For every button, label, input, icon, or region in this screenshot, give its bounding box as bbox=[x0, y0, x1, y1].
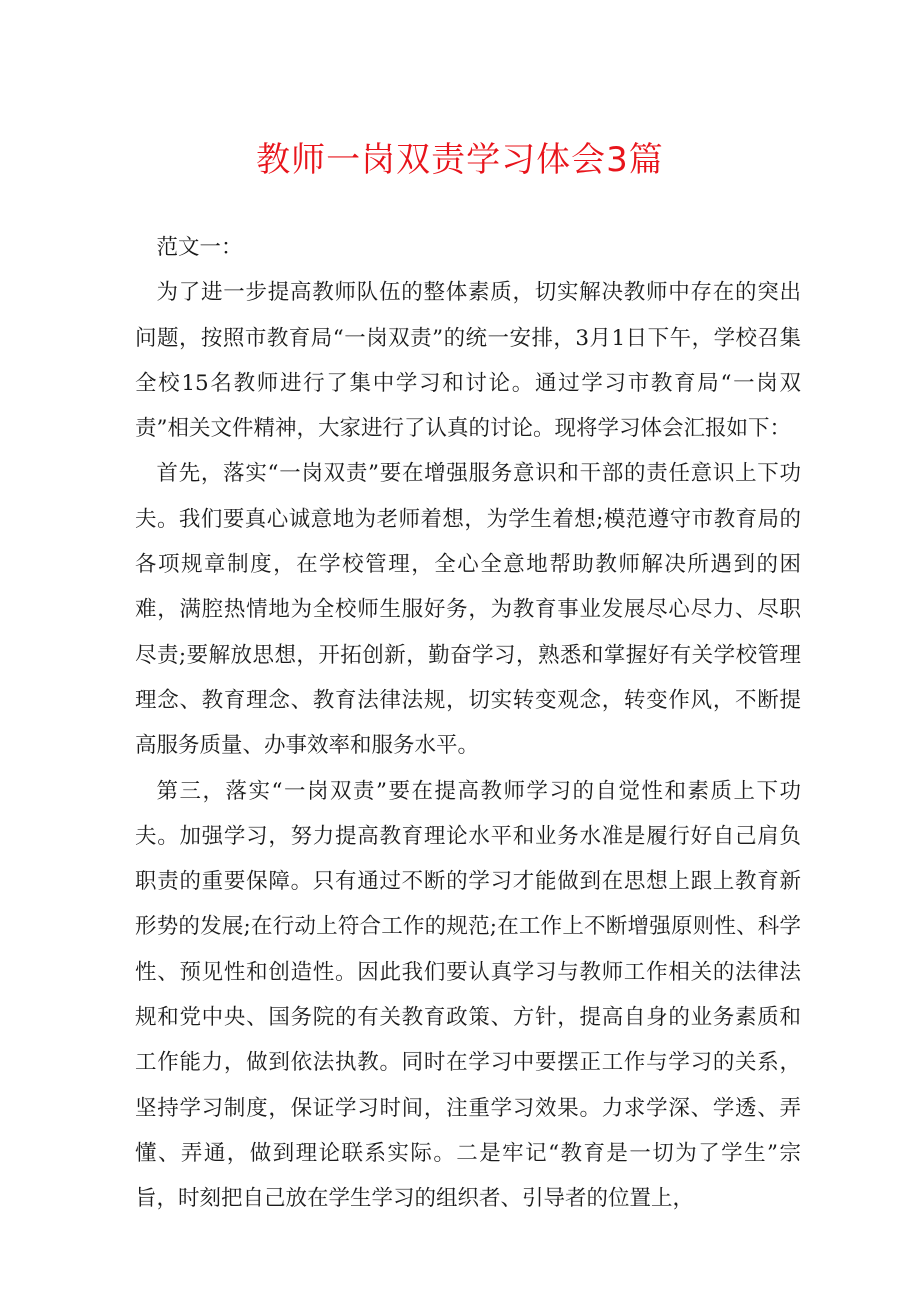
paragraph-introduction: 为了进一步提高教师队伍的整体素质，切实解决教师中存在的突出问题，按照市教育局“一岗双责”的统一安排，3月1日下午，学校召集全校15名教师进行了集中学习和讨论。通过学习市教育局“一岗双责”相关文件精神，大家进行了认真的讨论。现将学习体会汇报如下： bbox=[135, 280, 801, 442]
document-body bbox=[135, 225, 801, 1222]
paragraph-sample-heading: 范文一： bbox=[156, 235, 243, 260]
document-title: 教师一岗双责学习体会3篇 bbox=[256, 140, 664, 180]
paragraph-third-point: 第三，落实“一岗双责”要在提高教师学习的自觉性和素质上下功夫。加强学习，努力提高教育理论水平和业务水准是履行好自己肩负职责的重要保障。只有通过不断的学习才能做到在思想上跟上教育新形势的发展;在行动上符合工作的规范;在工作上不断增强原则性、科学性、预见性和创造性。因此我们要认真学习与教师工作相关的法律法规和党中央、国务院的有关教育政策、方针，提高自身的业务素质和工作能力，做到依法执教。同时在学习中要摆正工作与学习的关系，坚持学习制度，保证学习时间，注重学习效果。力求学深、学透、弄懂、弄通，做到理论联系实际。二是牢记“教育是一切为了学生”宗旨，时刻把自己放在学生学习的组织者、引导者的位置上， bbox=[135, 778, 801, 1212]
paragraph-first-point: 首先，落实“一岗双责”要在增强服务意识和干部的责任意识上下功夫。我们要真心诚意地为老师着想，为学生着想;模范遵守市教育局的各项规章制度，在学校管理，全心全意地帮助教师解决所遇到的困难，满腔热情地为全校师生服好务，为教育事业发展尽心尽力、尽职尽责;要解放思想，开拓创新，勤奋学习，熟悉和掌握好有关学校管理理念、教育理念、教育法律法规，切实转变观念，转变作风，不断提高服务质量、办事效率和服务水平。 bbox=[135, 461, 801, 759]
